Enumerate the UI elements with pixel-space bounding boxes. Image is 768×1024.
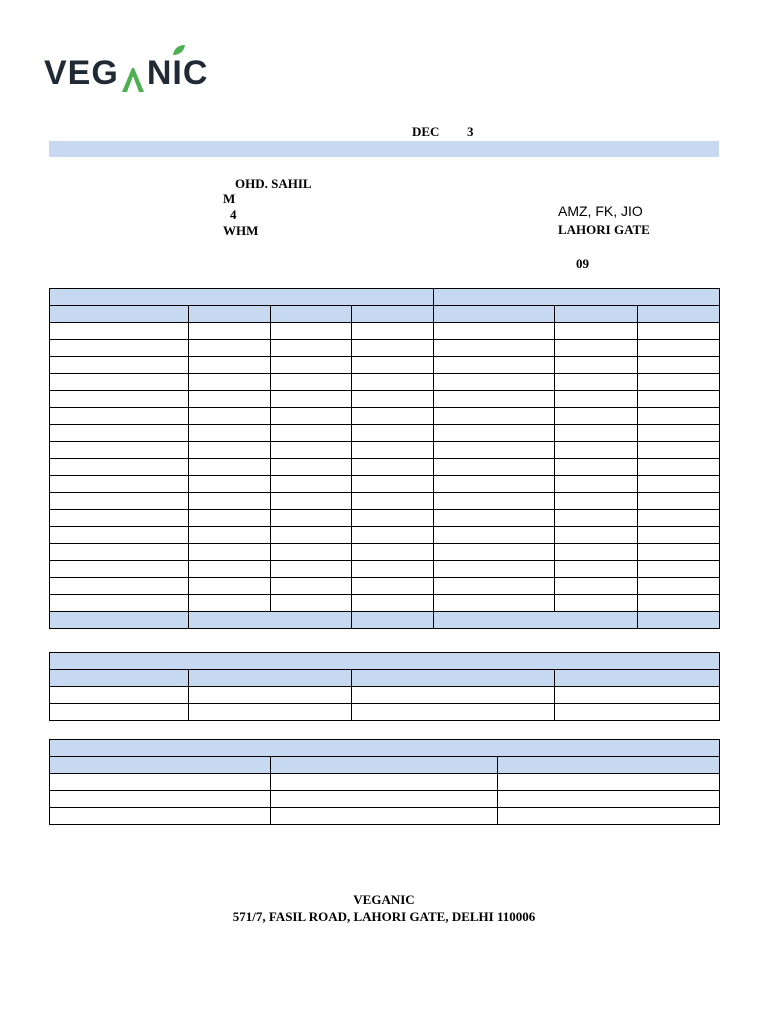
logo-i <box>172 54 182 93</box>
remarks-header-row <box>50 757 720 774</box>
table-cell <box>50 578 189 595</box>
remarks-title-row <box>50 740 720 757</box>
detail-number: 09 <box>576 256 589 271</box>
table-cell <box>352 595 434 612</box>
table-cell <box>50 527 189 544</box>
table-cell <box>50 510 189 527</box>
table-cell <box>555 527 638 544</box>
date-day: 3 <box>467 124 474 139</box>
logo-leaf-a-icon <box>120 63 146 93</box>
table-cell <box>352 476 434 493</box>
table-cell <box>638 493 720 510</box>
table-cell <box>555 561 638 578</box>
table-cell <box>352 527 434 544</box>
table-cell <box>271 374 352 391</box>
logo-text-i: I <box>172 54 183 92</box>
table-cell <box>271 493 352 510</box>
veganic-logo <box>44 54 208 93</box>
table-row <box>50 374 720 391</box>
table-cell <box>434 595 555 612</box>
table-cell <box>352 408 434 425</box>
table-row <box>50 791 720 808</box>
table-row <box>50 687 720 704</box>
table-cell <box>352 510 434 527</box>
table-cell <box>434 544 555 561</box>
summary-table <box>49 652 720 721</box>
table-row <box>50 808 720 825</box>
table-cell <box>271 544 352 561</box>
table-cell <box>434 442 555 459</box>
table-cell <box>638 357 720 374</box>
table-cell <box>271 442 352 459</box>
main-table-body <box>50 323 720 612</box>
table-cell <box>638 459 720 476</box>
table-cell <box>352 442 434 459</box>
table-row <box>50 459 720 476</box>
table-cell <box>555 476 638 493</box>
table-cell <box>352 391 434 408</box>
table-cell <box>50 340 189 357</box>
table-total-row <box>50 612 720 629</box>
logo-text-c: C <box>182 54 209 92</box>
table-cell <box>434 578 555 595</box>
summary-header-row <box>50 670 720 687</box>
table-cell <box>352 357 434 374</box>
table-cell <box>189 408 271 425</box>
table-row <box>50 408 720 425</box>
table-cell <box>638 510 720 527</box>
customer-name: OHD. SAHIL <box>235 176 312 191</box>
table-cell <box>434 527 555 544</box>
date-month: DEC <box>412 124 440 139</box>
table-cell <box>271 578 352 595</box>
table-cell <box>271 408 352 425</box>
table-cell <box>638 561 720 578</box>
table-cell <box>638 374 720 391</box>
table-cell <box>189 493 271 510</box>
table-cell <box>189 425 271 442</box>
table-cell <box>189 323 271 340</box>
table-row <box>50 357 720 374</box>
table-cell <box>555 374 638 391</box>
table-cell <box>434 391 555 408</box>
footer-company: VEGANIC <box>353 892 415 907</box>
table-cell <box>555 391 638 408</box>
table-row <box>50 527 720 544</box>
table-cell <box>638 425 720 442</box>
table-cell <box>638 323 720 340</box>
table-cell <box>434 323 555 340</box>
table-cell <box>352 425 434 442</box>
table-cell <box>50 408 189 425</box>
table-column-header <box>50 306 720 323</box>
table-cell <box>50 323 189 340</box>
table-cell <box>555 442 638 459</box>
table-cell <box>638 527 720 544</box>
table-cell <box>638 595 720 612</box>
table-cell <box>555 544 638 561</box>
table-cell <box>638 544 720 561</box>
table-cell <box>638 578 720 595</box>
table-cell <box>50 425 189 442</box>
table-cell <box>189 442 271 459</box>
table-cell <box>434 374 555 391</box>
table-cell <box>189 510 271 527</box>
header-band <box>49 141 719 157</box>
table-row <box>50 323 720 340</box>
table-cell <box>555 493 638 510</box>
table-cell <box>352 323 434 340</box>
table-cell <box>434 340 555 357</box>
table-cell <box>189 374 271 391</box>
table-row <box>50 544 720 561</box>
table-cell <box>189 476 271 493</box>
table-cell <box>352 493 434 510</box>
logo-text: VEG <box>44 54 119 92</box>
main-table <box>49 288 720 629</box>
table-cell <box>189 561 271 578</box>
table-cell <box>271 459 352 476</box>
table-cell <box>271 561 352 578</box>
group-header-left <box>50 289 434 306</box>
table-cell <box>271 595 352 612</box>
table-cell <box>638 476 720 493</box>
table-cell <box>555 578 638 595</box>
table-row <box>50 595 720 612</box>
table-cell <box>434 510 555 527</box>
table-group-header <box>50 289 720 306</box>
table-cell <box>50 459 189 476</box>
detail-line-4: WHM <box>223 223 259 238</box>
group-header-right <box>434 289 720 306</box>
table-row <box>50 340 720 357</box>
table-cell <box>50 561 189 578</box>
table-row <box>50 561 720 578</box>
table-cell <box>434 561 555 578</box>
table-cell <box>555 357 638 374</box>
leaf-icon <box>172 44 186 56</box>
logo-text-n: N <box>146 54 173 92</box>
table-cell <box>434 408 555 425</box>
table-row <box>50 578 720 595</box>
table-cell <box>555 595 638 612</box>
table-cell <box>555 425 638 442</box>
table-cell <box>638 408 720 425</box>
table-row <box>50 704 720 721</box>
table-cell <box>271 425 352 442</box>
table-cell <box>555 510 638 527</box>
table-cell <box>189 459 271 476</box>
table-cell <box>352 561 434 578</box>
table-cell <box>555 323 638 340</box>
table-cell <box>50 544 189 561</box>
table-cell <box>638 391 720 408</box>
table-cell <box>271 476 352 493</box>
table-cell <box>50 442 189 459</box>
table-cell <box>352 578 434 595</box>
table-cell <box>434 357 555 374</box>
table-cell <box>271 510 352 527</box>
table-cell <box>434 476 555 493</box>
table-cell <box>189 391 271 408</box>
detail-line-2: M <box>223 191 236 206</box>
location: LAHORI GATE <box>558 222 650 237</box>
table-cell <box>189 340 271 357</box>
summary-title-row <box>50 653 720 670</box>
table-cell <box>434 459 555 476</box>
table-cell <box>189 357 271 374</box>
table-cell <box>189 527 271 544</box>
table-cell <box>50 476 189 493</box>
table-cell <box>50 493 189 510</box>
table-cell <box>638 340 720 357</box>
table-cell <box>189 578 271 595</box>
table-row <box>50 774 720 791</box>
table-cell <box>352 459 434 476</box>
footer-address: 571/7, FASIL ROAD, LAHORI GATE, DELHI 110006 <box>232 909 536 924</box>
table-cell <box>271 357 352 374</box>
table-cell <box>50 374 189 391</box>
table-cell <box>434 425 555 442</box>
table-cell <box>189 544 271 561</box>
table-cell <box>352 374 434 391</box>
table-row <box>50 425 720 442</box>
table-row <box>50 391 720 408</box>
table-cell <box>271 323 352 340</box>
table-cell <box>189 595 271 612</box>
table-cell <box>50 391 189 408</box>
table-cell <box>434 493 555 510</box>
table-cell <box>271 391 352 408</box>
detail-line-3: 4 <box>230 207 237 222</box>
remarks-table <box>49 739 720 825</box>
table-row <box>50 476 720 493</box>
table-cell <box>50 595 189 612</box>
table-cell <box>271 340 352 357</box>
sales-channels: AMZ, FK, JIO <box>558 203 643 219</box>
table-cell <box>50 357 189 374</box>
table-cell <box>352 544 434 561</box>
table-cell <box>638 442 720 459</box>
table-cell <box>271 527 352 544</box>
table-cell <box>555 408 638 425</box>
table-row <box>50 510 720 527</box>
table-cell <box>555 340 638 357</box>
table-row <box>50 442 720 459</box>
table-row <box>50 493 720 510</box>
table-cell <box>555 459 638 476</box>
table-cell <box>352 340 434 357</box>
